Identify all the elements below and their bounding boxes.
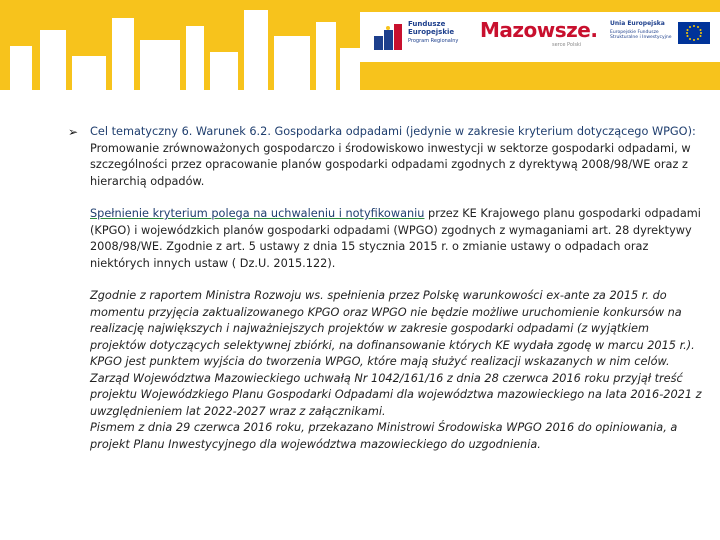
- unia-europejska-logo: [610, 18, 715, 58]
- paragraph-4: Zarząd Województwa Mazowieckiego uchwałą Nr 1042/161/16 z dnia 28 czerwca 2016 roku przyjął treść projektu Wojewódzkiego Planu Gospodarki Odpadami dla województwa mazowieckiego na lata 2016-2021 z uwzględnieniem lat 2022-2027 wraz z załącznikami.: [90, 371, 702, 418]
- fundusze-europejskie-logo: [372, 16, 482, 60]
- decor-block: [274, 36, 310, 90]
- paragraph-5: Pismem z dnia 29 czerwca 2016 roku, przekazano Ministrowi Środowiska WPGO 2016 do opiniowania, a projekt Planu Inwestycyjnego dla województwa mazowieckiego do uzgodnienia.: [90, 421, 678, 451]
- fe-star-icon: [372, 22, 404, 52]
- ue-subtitle: [610, 30, 672, 40]
- fe-line1: Fundusze: [408, 20, 446, 28]
- italic-block: [68, 288, 708, 453]
- decor-block: [10, 46, 32, 90]
- decor-block: [186, 26, 204, 90]
- decor-block: [210, 52, 238, 90]
- fe-subtitle: Program Regionalny: [408, 38, 459, 44]
- mazowsze-name: Mazowsze.: [480, 18, 598, 42]
- mazowsze-subtitle: serce Polski: [552, 42, 582, 48]
- ue-sub2: Strukturalne i Inwestycyjne: [610, 35, 672, 40]
- decor-block: [140, 40, 180, 90]
- mazowsze-logo: [480, 18, 598, 58]
- decor-block: [72, 56, 106, 90]
- decor-block: [40, 30, 66, 90]
- arrow-bullet-icon: ➢: [68, 125, 79, 139]
- paragraph-3: Zgodnie z raportem Ministra Rozwoju ws. spełnienia przez Polskę warunkowości ex-ante za 2015 r. do momentu przyjęcia zaktualizowanego KPGO oraz WPGO nie będzie możliwe uruchomienie konkursów na realizację największych i najważniejszych projektów w zakresie gospodarki odpadami (z wyjątkiem projektów dotyczących selektywnej zbiórki, na dofinansowanie których KE wydała zgodę w marcu 2015 r.). KPGO jest punktem wyjścia do tworzenia WPGO, które mają służyć realizacji wskazanych w nim celów.: [90, 289, 695, 368]
- slide-content: [68, 124, 708, 453]
- decor-block: [244, 10, 268, 90]
- eu-flag-icon: [678, 22, 710, 44]
- section-bullet: [68, 124, 708, 190]
- criterion-link[interactable]: Spełnienie kryterium polega na uchwaleniu i notyfikowaniu: [90, 207, 425, 220]
- header-band: [0, 0, 720, 90]
- ue-sub1: Europejskie Fundusze: [610, 30, 659, 35]
- paragraph-2: [68, 206, 708, 272]
- ue-title: Unia Europejska: [610, 20, 665, 27]
- decor-block: [316, 22, 336, 90]
- paragraph-2-text: przez KE Krajowego planu gospodarki odpadami (KPGO) i wojewódzkich planów gospodarki odpadami (WPGO) zgodnych z wymaganiami art. 28 dyrektywy 2008/98/WE. Zgodnie z art. 5 ustawy z dnia 15 stycznia 2015 r. o zmianie ustawy o odpadach oraz niektórych innych ustaw ( Dz.U. 2015.122).: [90, 207, 701, 270]
- decor-block: [340, 48, 360, 90]
- decor-block: [112, 18, 134, 90]
- fe-title: [408, 20, 454, 36]
- logos-strip: [360, 12, 720, 62]
- fe-line2: Europejskie: [408, 28, 455, 36]
- paragraph-1: Promowanie zrównoważonych gospodarczo i środowiskowo inwestycji w sektorze gospodarki odpadami, w szczególności przez opracowanie planów gospodarki odpadami zgodnych z dyrektywą 2008/98/WE oraz z hierarchią odpadów.: [90, 141, 691, 188]
- section-title: Cel tematyczny 6. Warunek 6.2. Gospodarka odpadami (jedynie w zakresie kryterium dotyczącego WPGO):: [90, 125, 696, 138]
